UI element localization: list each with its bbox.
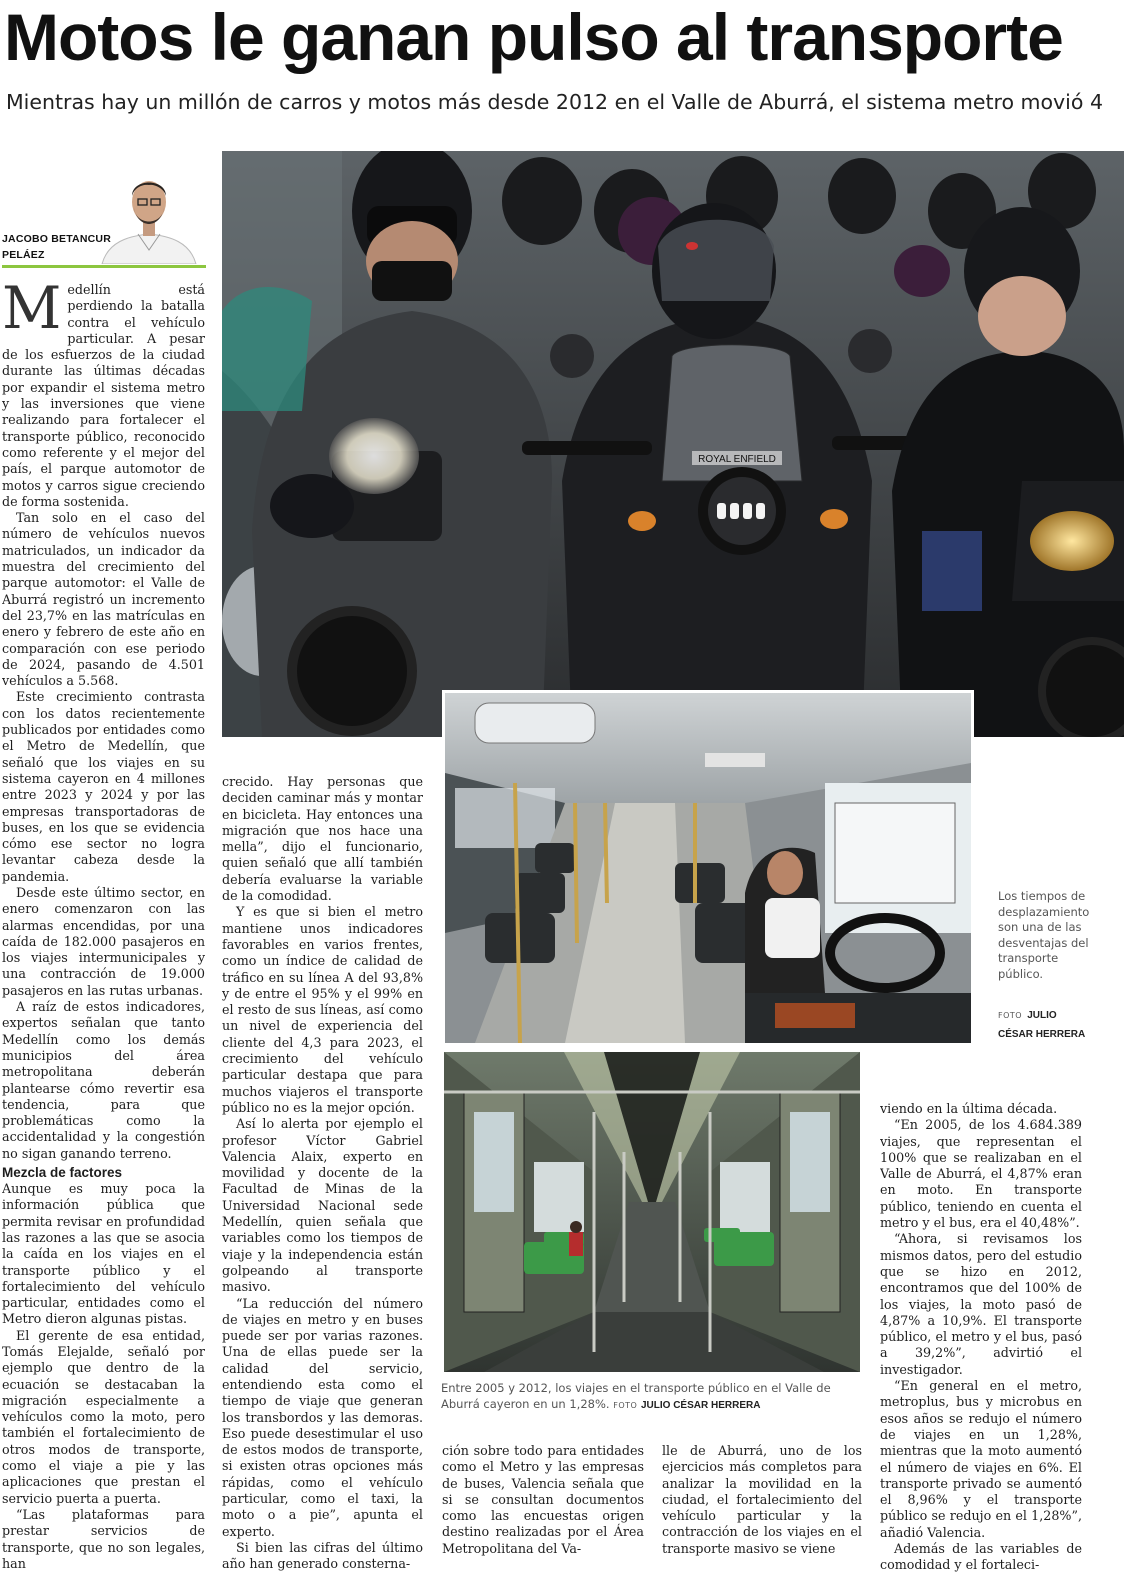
metro-interior-photo bbox=[444, 1052, 860, 1372]
column-2 bbox=[222, 774, 423, 1582]
col4-paragraph-1: lle de Aburrá, uno de los ejercicios más completos para analizar la movilidad en la ciudad, el fortalecimiento del vehículo particular y la contracción de los viajes en el transporte masivo se viene bbox=[662, 1443, 862, 1556]
bus-photo-caption: Los tiempos de desplazamiento son una de las desventajas del transporte público. bbox=[998, 889, 1090, 981]
col2-paragraph-4: “La reducción del número de viajes en metro y en buses puede ser por varias razones. Una de ellas puede ser la calidad del servicio, entendiendo esta como el tiempo de viaje que generan los transbordos y las demoras. Eso puede desestimular el uso de estos modos de transporte, si existen otras opciones más rápidas, como el vehículo particular, como el taxi, la moto o a pie”, apunta el experto. bbox=[222, 1295, 423, 1539]
col5-paragraph-2: “En 2005, de los 4.684.389 viajes, que representan el 100% que se realizaban en el Valle de Aburrá, el 4,87% eran en moto. En transporte público, teniendo en cuenta el metro y el bus, era el 40,48%”. bbox=[880, 1117, 1082, 1231]
author-block bbox=[2, 168, 206, 272]
bus-photo-credit bbox=[998, 1005, 1094, 1043]
bus-photo-credit-label: FOTO bbox=[998, 1011, 1023, 1020]
col1-paragraph-2: Tan solo en el caso del número de vehículos nuevos matriculados, un indicador da muestra del crecimiento del parque automotor: el Valle de Aburrá registró un incremento del 23,7% en las matrículas en enero y febrero de este año en comparación con ese periodo de 2024, pasando de 4.501 vehículos a 5.568. bbox=[2, 510, 205, 689]
subhead-mezcla: Mezcla de factores bbox=[2, 1165, 123, 1181]
dropcap: M bbox=[2, 282, 62, 342]
col1-paragraph-4: Desde este último sector, en enero comenzaron con las alarmas encendidas, por una caída de 182.000 pasajeros en los viajes intermunicipales y una contracción de 19.000 pasajeros en las rutas urbanas. bbox=[2, 884, 205, 998]
col5-paragraph-1: viendo en la última década. bbox=[880, 1101, 1058, 1116]
col1-paragraph-8: “Las plataformas para prestar servicios de transporte, que no son legales, han bbox=[2, 1506, 205, 1571]
bus-photo-credit-name: JULIO CÉSAR HERRERA bbox=[998, 1010, 1086, 1040]
author-name-line2: PELÁEZ bbox=[2, 249, 45, 261]
column-5 bbox=[880, 1101, 1082, 1581]
column-3 bbox=[442, 1443, 644, 1581]
main-photo-motorcycles bbox=[222, 151, 1124, 737]
bus-interior-photo bbox=[442, 690, 974, 1046]
col1-paragraph-7: El gerente de esa entidad, Tomás Elejalde, señaló por ejemplo que dentro de la ecuación se destacaban la migración especialmente a vehículos como la moto, pero también el fortalecimiento de otros modos de transporte, como el viaje a pie y las aplicaciones que prestan el servicio puerta a puerta. bbox=[2, 1327, 205, 1506]
author-portrait bbox=[94, 168, 204, 264]
metro-photo-caption-text: Entre 2005 y 2012, los viajes en el transporte público en el Valle de Aburrá cayeron en un 1,28%. bbox=[441, 1381, 831, 1411]
col2-paragraph-1: crecido. Hay personas que deciden caminar más y montar en bicicleta. Hay entonces una migración que nos hace una mella”, dijo el funcionario, quien señaló que allí también debería evaluarse la variable de la comodidad. bbox=[222, 774, 423, 904]
col5-paragraph-5: Además de las variables de comodidad y el fortaleci- bbox=[880, 1541, 1082, 1573]
metro-photo-credit-label: FOTO bbox=[613, 1401, 638, 1410]
metro-photo-credit-name: JULIO CÉSAR HERRERA bbox=[640, 1400, 761, 1411]
deck: Mientras hay un millón de carros y motos más desde 2012 en el Valle de Aburrá, el sistema metro movió 4 bbox=[6, 90, 1103, 114]
col5-paragraph-3: “Ahora, si revisamos los mismos datos, pero del estudio que se hizo en 2012, encontramos que del 100% de los viajes, la moto pasó de 4,87% a 10,9%. El transporte público, el metro y el bus, pasó a 39,2%”, advirtió el investigador. bbox=[880, 1231, 1082, 1377]
column-4 bbox=[662, 1443, 862, 1581]
col2-paragraph-3: Así lo alerta por ejemplo el profesor Víctor Gabriel Valencia Alaix, experto en movilidad y docente de la Facultad de Minas de la Universidad Nacional sede Medellín, quien señala que variables como los tiempos de viaje y la independencia están golpeando al transporte masivo. bbox=[222, 1116, 423, 1295]
col5-paragraph-4: “En general en el metro, metroplus, bus y microbus en esos años se redujo el número de viajes en un 1,28%, mientras que la moto aumentó el número de viajes en 6%. El transporte privado se aumentó el 8,96% y el transporte público se redujo en el 1,28%”, añadió Valencia. bbox=[880, 1378, 1082, 1540]
col1-paragraph-5: A raíz de estos indicadores, expertos señalan que tanto Medellín como los demás municipios del área metropolitana deberán plantearse cómo revertir esa tendencia, para que problemáticas como la accidentalidad y la congestión no sigan ganando terreno. bbox=[2, 999, 205, 1161]
author-rule bbox=[2, 265, 206, 268]
col2-paragraph-2: Y es que si bien el metro mantiene unos indicadores favorables en varios frentes, como un índice de calidad de tráfico en su línea A del 93,8% y de entre el 95% y el 99% en el resto de sus líneas, así como un nivel de experiencia del cliente del 4,3 para 2023, el crecimiento del vehículo particular destapa que para muchos viajeros el transporte público no es la mejor opción. bbox=[222, 904, 423, 1115]
col2-paragraph-5: Si bien las cifras del último año han generado consterna- bbox=[222, 1539, 423, 1572]
bus-interior-illustration bbox=[445, 693, 971, 1043]
author-name-line1: JACOBO BETANCUR bbox=[2, 233, 111, 245]
column-1 bbox=[2, 282, 205, 1582]
motorcycles-illustration bbox=[222, 151, 1124, 737]
royal-enfield-badge: ROYAL ENFIELD bbox=[698, 454, 776, 465]
metro-interior-illustration bbox=[444, 1052, 860, 1372]
headline: Motos le ganan pulso al transporte bbox=[4, 0, 1063, 74]
col3-paragraph-1: ción sobre todo para entidades como el Metro y las empresas de buses, Valencia señala que si se consultan documentos como las encuestas origen destino realizadas por el Área Metropolitana del Va- bbox=[442, 1443, 644, 1556]
metro-photo-caption bbox=[441, 1380, 861, 1414]
col1-paragraph-1: Medellín está perdiendo la batalla contra el vehículo particular. A pesar de los esfuerzos de la ciudad durante las últimas décadas por expandir el sistema metro y las inversiones que viene realizando para fortalecer el transporte público, reconocido como referente y el mejor del país, el parque automotor de motos y carros sigue creciendo de forma sostenida. bbox=[2, 282, 205, 509]
col1-paragraph-6: Aunque es muy poca la información pública que permita revisar en profundidad las razones a las que se asocia la caída en los viajes en el transporte público y el fortalecimiento del vehículo particular, entidades como el Metro dieron algunas pistas. bbox=[2, 1181, 205, 1327]
col1-paragraph-3: Este crecimiento contrasta con los datos recientemente publicados por entidades como el Metro de Medellín, que señaló que los viajes en su sistema cayeron en 4 millones entre 2023 y 2024 y por las empresas transportadoras de buses, en los que se evidencia cómo ese sector no logra levantar cabeza desde la pandemia. bbox=[2, 689, 205, 884]
